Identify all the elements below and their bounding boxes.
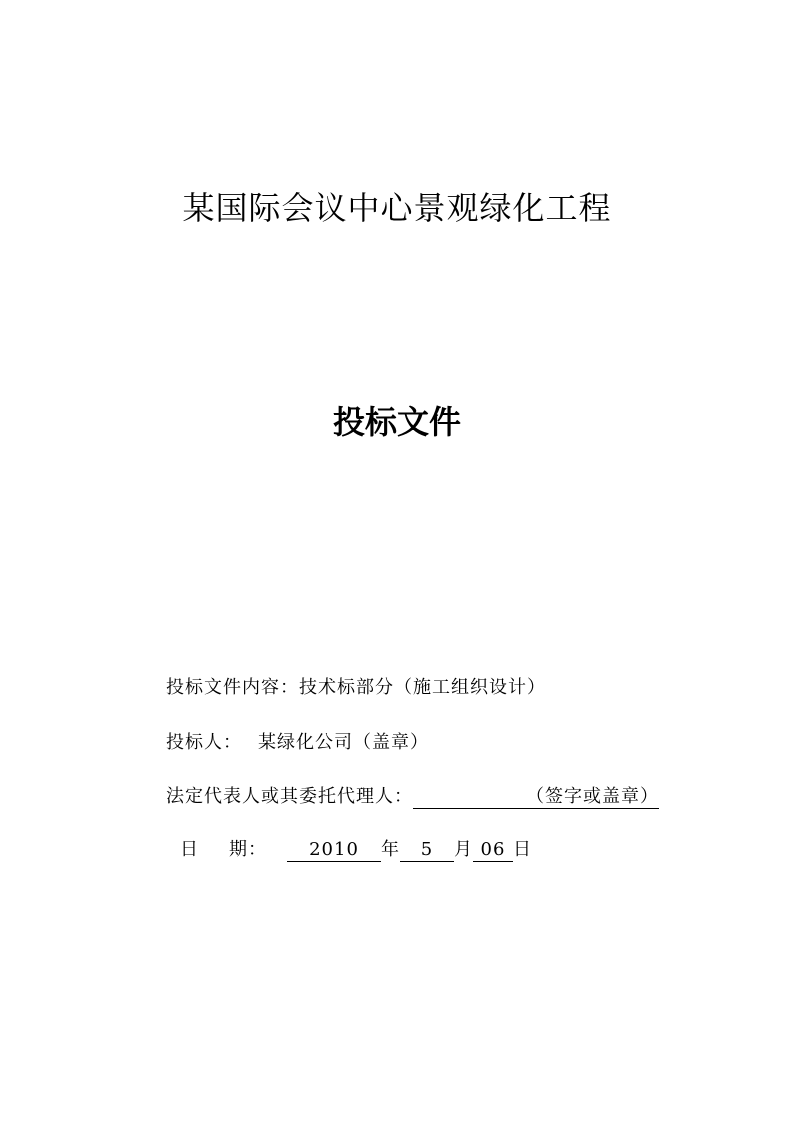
date-day-unit: 日 bbox=[513, 839, 532, 860]
document-type-heading: 投标文件 bbox=[332, 403, 461, 441]
date-day-field: 06 bbox=[473, 839, 513, 862]
representative-label: 法定代表人或其委托代理人： bbox=[166, 786, 413, 807]
representative-signature-field: （签字或盖章） bbox=[413, 786, 659, 809]
date-label-period: 期： bbox=[229, 839, 267, 860]
content-label: 投标文件内容： bbox=[166, 677, 299, 698]
date-year-unit: 年 bbox=[381, 839, 400, 860]
content-line bbox=[166, 676, 546, 700]
date-line bbox=[180, 838, 532, 862]
project-title: 某国际会议中心景观绿化工程 bbox=[182, 189, 612, 227]
date-year-field: 2010 bbox=[287, 839, 381, 862]
date-label-day: 日 bbox=[180, 839, 199, 860]
content-value: 技术标部分（施工组织设计） bbox=[299, 677, 546, 698]
bidder-value: 某绿化公司（盖章） bbox=[258, 732, 429, 753]
bidder-label: 投标人： bbox=[166, 732, 242, 753]
representative-line bbox=[166, 785, 659, 809]
date-month-field: 5 bbox=[400, 839, 454, 862]
bidder-line bbox=[166, 731, 429, 755]
date-month-unit: 月 bbox=[454, 839, 473, 860]
